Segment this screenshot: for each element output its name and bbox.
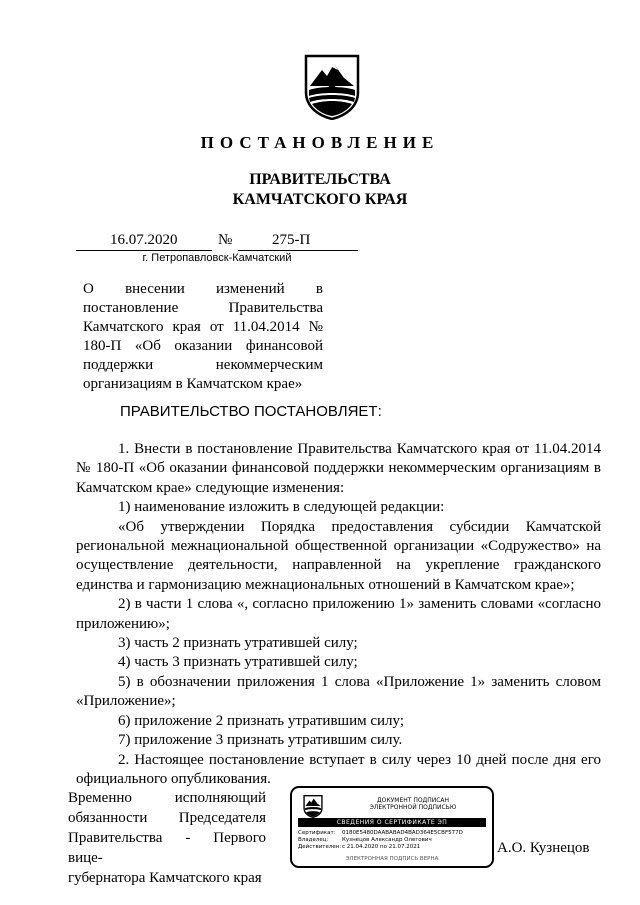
subject-line: 180-П «Об оказании финансовой [83, 338, 323, 354]
stamp-row [298, 837, 463, 844]
stamp-row-value: с 21.04.2020 по 21.07.2021 [342, 844, 421, 850]
decree-phrase: ПРАВИТЕЛЬСТВО ПОСТАНОВЛЯЕТ: [120, 403, 382, 420]
stamp-title-line: ДОКУМЕНТ ПОДПИСАН [376, 797, 450, 804]
body-paragraph: 2. Настоящее постановление вступает в силу через 10 дней после дня его официального опубликования. [76, 751, 601, 787]
subject-line: О внесении изменений в [83, 281, 323, 297]
document-number: 275-П [272, 232, 311, 248]
kamchatka-coat-of-arms-icon [300, 52, 364, 120]
body-paragraph: «Об утверждении Порядка предоставления субсидии Камчатской региональной межнациональной общественной организации «Содружество» на осуществление деятельности, направленной на укрепление гражданского единства и гармонизацию межнациональных отношений в Камчатском крае»; [76, 518, 601, 593]
position-line: Временно исполняющий [68, 790, 266, 806]
date-underline [76, 250, 212, 251]
subject-line: постановление Правительства [83, 300, 323, 316]
stamp-title [340, 797, 486, 811]
coat-of-arms-emblem [300, 52, 364, 120]
electronic-signature-stamp [290, 786, 494, 868]
stamp-certificate-details [298, 830, 463, 851]
stamp-row-value: Кузнецов Александр Олегович [342, 837, 432, 843]
stamp-row-label: Сертификат: [298, 830, 336, 836]
number-underline [238, 250, 358, 251]
subject-line: Камчатского края от 11.04.2014 № [83, 319, 323, 335]
number-sign: № [218, 232, 233, 248]
authority-line-1: ПРАВИТЕЛЬСТВА [249, 171, 391, 188]
authority-line-2: КАМЧАТСКОГО КРАЯ [232, 191, 408, 208]
date-number-row [76, 232, 358, 252]
body-paragraph: 6) приложение 2 признать утратившим силу; [118, 712, 405, 729]
body-paragraph: 5) в обозначении приложения 1 слова «Приложение 1» заменить словом «Приложение»; [76, 673, 601, 710]
document-body [76, 440, 601, 789]
stamp-title-line: ЭЛЕКТРОННОЙ ПОДПИСЬЮ [369, 804, 457, 811]
stamp-row-value: 0180E5480DAABABAD4BAD364E5CBF577D [342, 830, 463, 836]
position-line: губернатора Камчатского края [68, 870, 262, 886]
stamp-footer: ЭЛЕКТРОННАЯ ПОДПИСЬ ВЕРНА [345, 856, 439, 862]
body-paragraph: 7) приложение 3 признать утратившим силу. [118, 732, 403, 749]
stamp-row [298, 844, 463, 851]
body-paragraph: 3) часть 2 признать утратившей силу; [118, 635, 358, 652]
stamp-certificate-band: СВЕДЕНИЯ О СЕРТИФИКАТЕ ЭП [298, 818, 486, 827]
place-of-issue: г. Петропавловск-Камчатский [142, 252, 292, 264]
body-paragraph: 2) в части 1 слова «, согласно приложению 1» заменить словами «согласно приложению»; [76, 596, 601, 632]
position-line: обязанности Председателя [68, 810, 266, 826]
stamp-row-label: Действителен: [298, 844, 342, 850]
signatory-name: А.О. Кузнецов [497, 840, 590, 856]
kamchatka-coat-of-arms-icon [302, 794, 324, 818]
body-paragraph: 1) наименование изложить в следующей редакции: [118, 499, 445, 516]
signatory-position [68, 788, 266, 888]
document-type-heading: ПОСТАНОВЛЕНИЕ [200, 133, 440, 152]
stamp-row-label: Владелец: [298, 837, 329, 843]
issuing-authority [0, 170, 640, 210]
body-paragraph: 4) часть 3 признать утратившей силу; [118, 654, 358, 671]
stamp-row [298, 830, 463, 837]
document-date: 16.07.2020 [110, 232, 178, 248]
subject-line: поддержки некоммерческим [83, 357, 323, 373]
body-paragraph: 1. Внести в постановление Правительства Камчатского края от 11.04.2014 № 180-П «Об оказании финансовой поддержки некоммерческим организациям в Камчатском крае» следующие изменения: [76, 441, 601, 496]
position-line: Правительства - Первого вице- [68, 830, 266, 866]
document-subject [83, 280, 323, 394]
subject-line: организациям в Камчатском крае» [83, 376, 303, 392]
